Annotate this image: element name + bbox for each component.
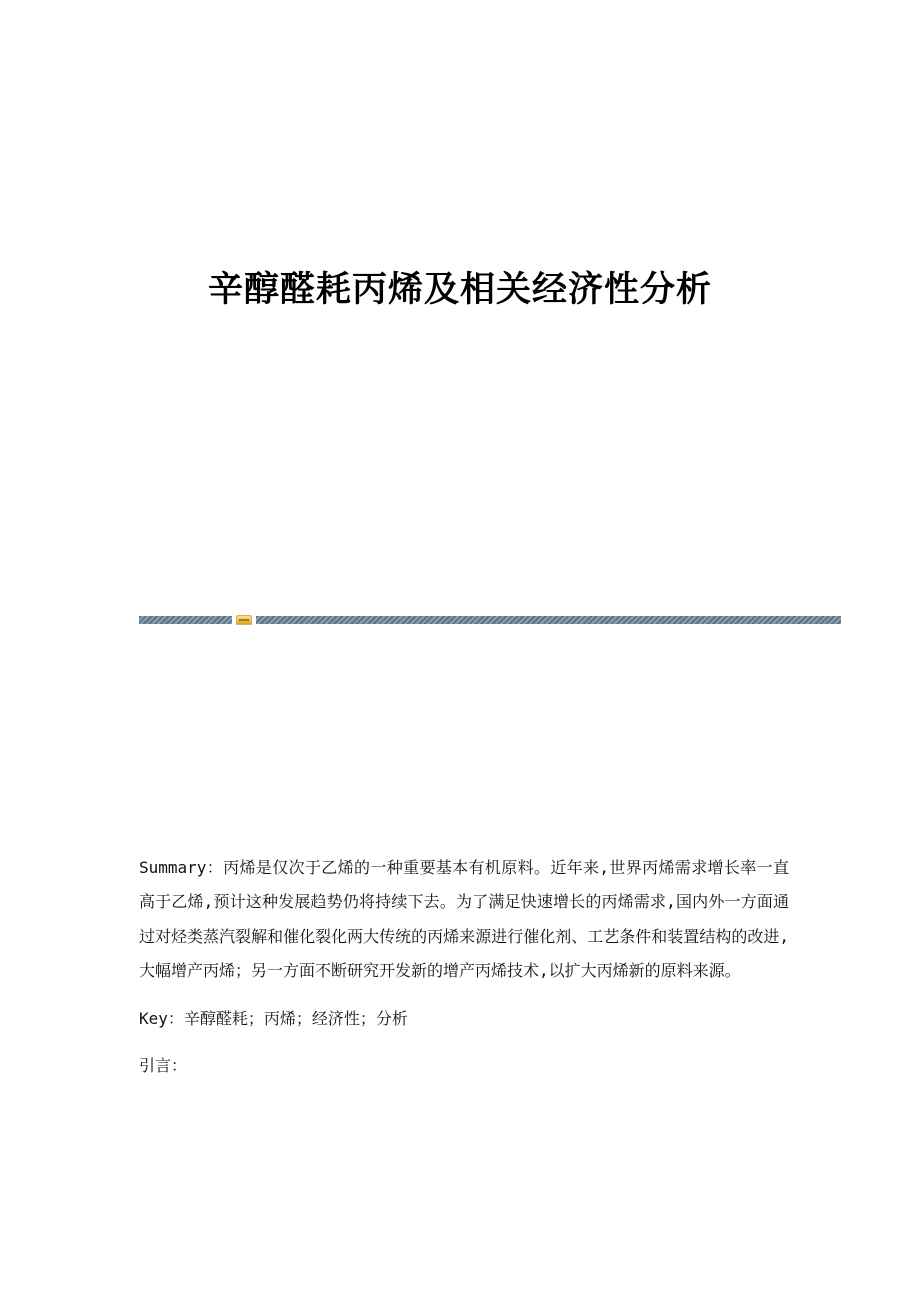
divider-bar-left [139,616,232,624]
document-title: 辛醇醛耗丙烯及相关经济性分析 [207,269,712,310]
keywords-paragraph [139,1002,789,1036]
section-divider [139,615,841,625]
divider-emblem-icon [236,615,252,625]
document-body [139,851,789,1083]
keywords-text: 辛醇醛耗；丙烯；经济性；分析 [183,1008,408,1028]
keywords-label: Key： [139,1008,184,1028]
summary-text: 丙烯是仅次于乙烯的一种重要基本有机原料。近年来,世界丙烯需求增长率一直高于乙烯,预计这种发展趋势仍将持续下去。为了满足快速增长的丙烯需求,国内外一方面通过对烃类蒸汽裂解和催化裂化两大传统的丙烯来源进行催化剂、工艺条件和装置结构的改进,大幅增产丙烯；另一方面不断研究开发新的增产丙烯技术,以扩大丙烯新的原料来源。 [139,858,789,981]
summary-label: Summary： [139,858,224,877]
intro-heading: 引言： [139,1056,188,1076]
divider-bar-right [256,616,841,624]
summary-paragraph [139,851,789,989]
